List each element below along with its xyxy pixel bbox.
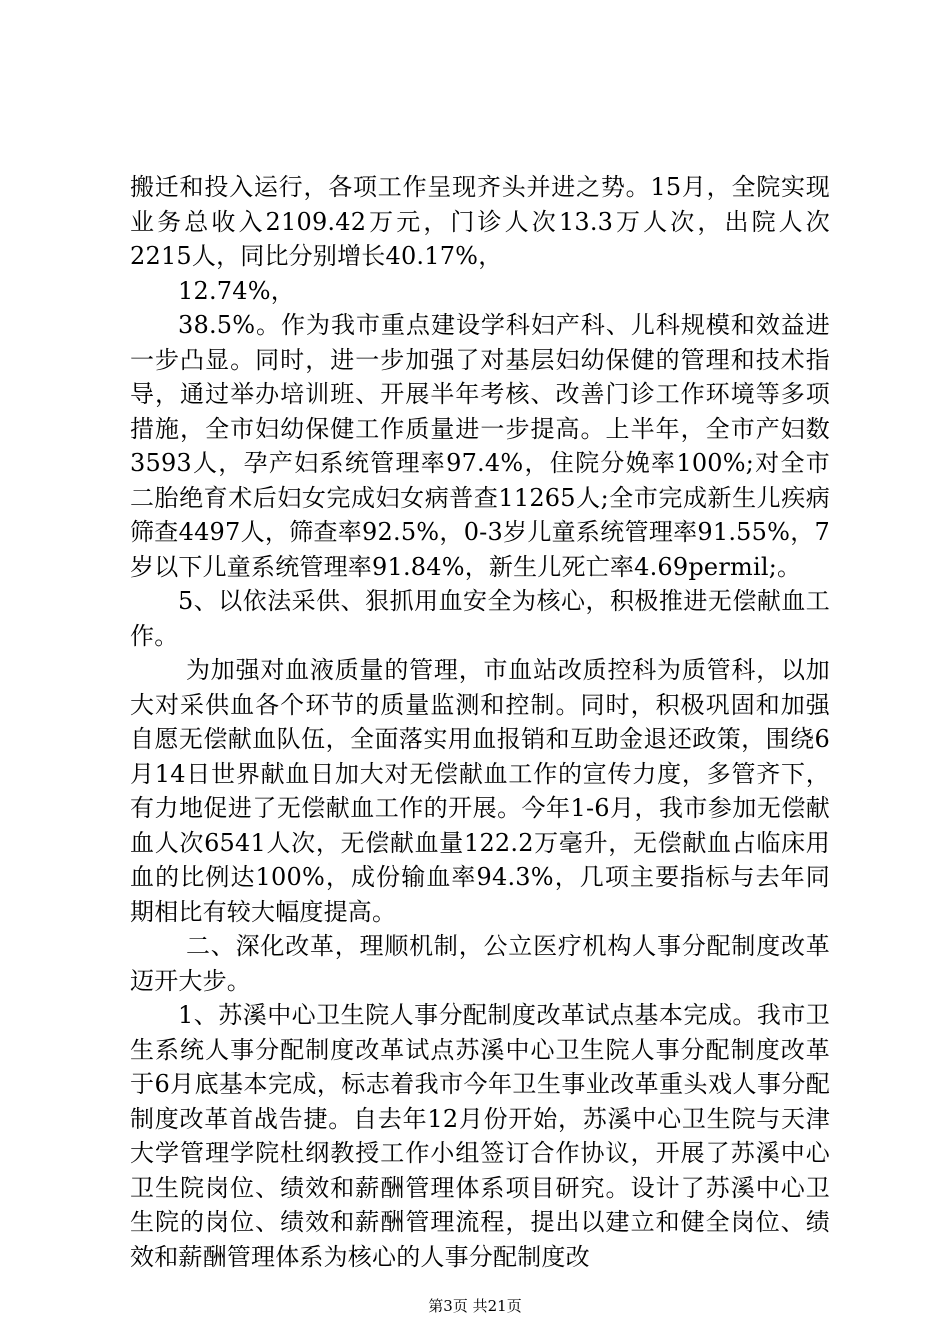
page-footer: 第3页 共21页: [428, 1297, 522, 1315]
paragraph-blood-donation: 为加强对血液质量的管理，市血站改质控科为质管科，以加大对采供血各个环节的质量监测和控制。同时，积极巩固和加强自愿无偿献血队伍，全面落实用血报销和互助金退还政策，围绕6月14日世界献血日加大对无偿献血工作的宣传力度，多管齐下，有力地促进了无偿献血工作的开展。今年1-6月，我市参加无偿献血人次6541人次，无偿献血量122.2万毫升，无偿献血占临床用血的比例达100%，成份输血率94.3%，几项主要指标与去年同期相比有较大幅度提高。: [130, 656, 830, 926]
paragraph-growth-rate: 12.74%，: [178, 276, 295, 305]
paragraph-revenue: 搬迁和投入运行，各项工作呈现齐头并进之势。15月，全院实现业务总收入2109.42万元，门诊人次13.3万人次，出院人次2215人，同比分别增长40.17%，: [130, 173, 830, 270]
document-body: [130, 170, 830, 1274]
paragraph-maternal-child-health: 38.5%。作为我市重点建设学科妇产科、儿科规模和效益进一步凸显。同时，进一步加强了对基层妇幼保健的管理和技术指导，通过举办培训班、开展半年考核、改善门诊工作环境等多项措施，全市妇幼保健工作质量进一步提高。上半年，全市产妇数3593人，孕产妇系统管理率97.4%，住院分娩率100%;对全市二胎绝育术后妇女完成妇女病普查11265人;全市完成新生儿疾病筛查4497人，筛查率92.5%，0-3岁儿童系统管理率91.55%，7岁以下儿童系统管理率91.84%，新生儿死亡率4.69permil;。: [130, 311, 830, 581]
section-heading-reform: 二、深化改革，理顺机制，公立医疗机构人事分配制度改革迈开大步。: [130, 932, 830, 995]
paragraph-suxi-reform: 1、苏溪中心卫生院人事分配制度改革试点基本完成。我市卫生系统人事分配制度改革试点苏溪中心卫生院人事分配制度改革于6月底基本完成，标志着我市今年卫生事业改革重头戏人事分配制度改革首战告捷。自去年12月份开始，苏溪中心卫生院与天津大学管理学院杜纲教授工作小组签订合作协议，开展了苏溪中心卫生院岗位、绩效和薪酬管理体系项目研究。设计了苏溪中心卫生院的岗位、绩效和薪酬管理流程，提出以建立和健全岗位、绩效和薪酬管理体系为核心的人事分配制度改: [130, 1001, 830, 1271]
section-heading-blood-donation: 5、以依法采供、狠抓用血安全为核心，积极推进无偿献血工作。: [130, 587, 830, 650]
